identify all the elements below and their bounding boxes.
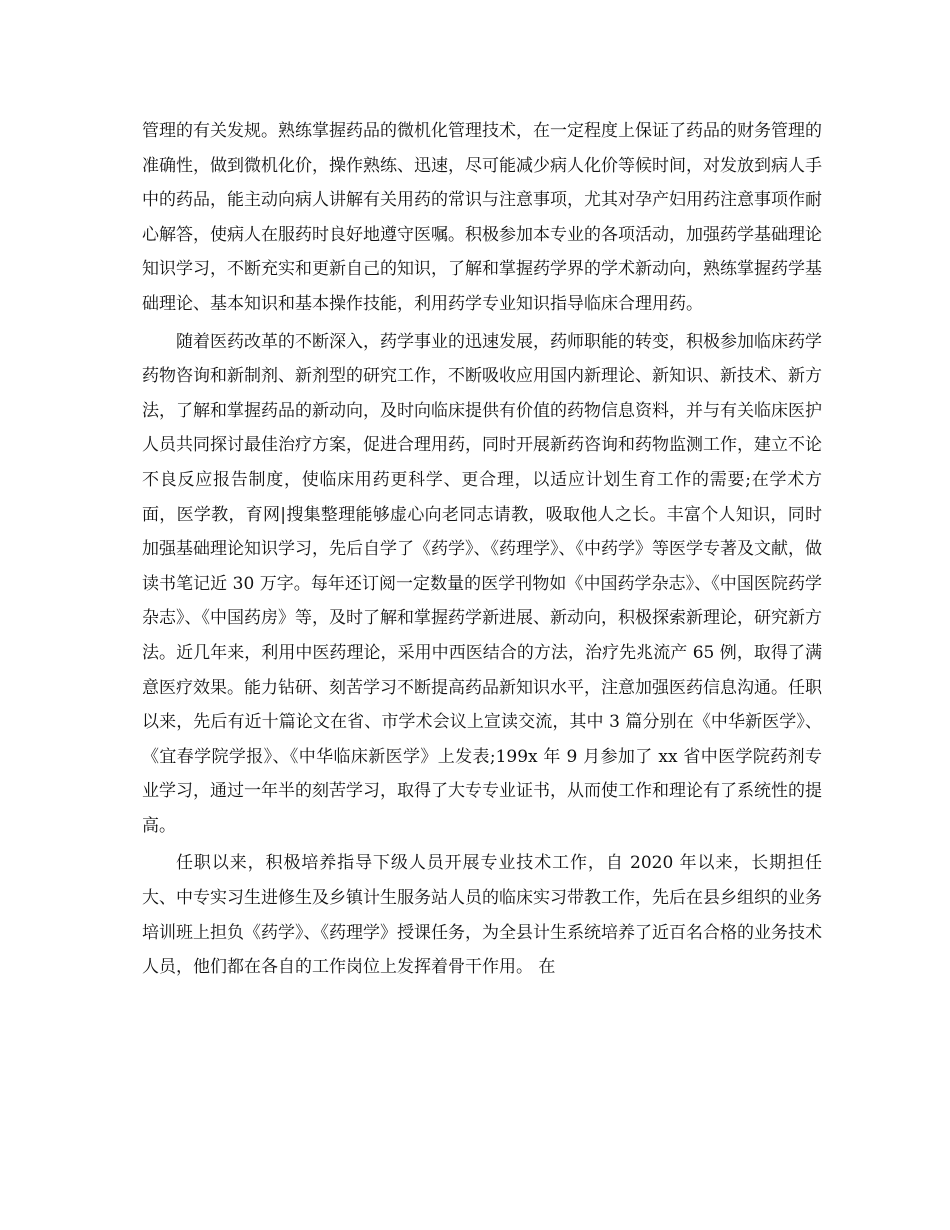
paragraph-2: 随着医药改革的不断深入，药学事业的迅速发展，药师职能的转变，积极参加临床药学药物咨询和新制剂、新剂型的研究工作，不断吸收应用国内新理论、新知识、新技术、新方法，了解和掌握药品的新动向，及时向临床提供有价值的药物信息资料，并与有关临床医护人员共同探讨最佳治疗方案，促进合理用药，同时开展新药咨询和药物监测工作，建立不论不良反应报告制度，使临床用药更科学、更合理，以适应计划生育工作的需要;在学术方面，医学教，育网|搜集整理能够虚心向老同志请教，吸取他人之长。丰富个人知识，同时加强基础理论知识学习，先后自学了《药学》、《药理学》、《中药学》等医学专著及文献，做读书笔记近 30 万字。每年还订阅一定数量的医学刊物如《中国药学杂志》、《中国医院药学杂志》、《中国药房》等，及时了解和掌握药学新进展、新动向，积极探索新理论，研究新方法。近几年来，利用中医药理论，采用中西医结合的方法，治疗先兆流产 65 例，取得了满意医疗效果。能力钻研、刻苦学习不断提高药品新知识水平，注意加强医药信息沟通。任职以来，先后有近十篇论文在省、市学术会议上宣读交流，其中 3 篇分别在《中华新医学》、《宜春学院学报》、《中华临床新医学》上发表;199x 年 9 月参加了 xx 省中医学院药剂专业学习，通过一年半的刻苦学习，取得了大专专业证书，从而使工作和理论有了系统性的提高。 [142,331,822,836]
paragraph-3: 任职以来，积极培养指导下级人员开展专业技术工作，自 2020 年以来，长期担任大、中专实习生进修生及乡镇计生服务站人员的临床实习带教工作，先后在县乡组织的业务培训班上担负《药学》、《药理学》授课任务，为全县计生系统培养了近百名合格的业务技术人员，他们都在各自的工作岗位上发挥着骨干作用。 在 [142,853,822,978]
paragraph-1: 管理的有关发规。熟练掌握药品的微机化管理技术，在一定程度上保证了药品的财务管理的准确性，做到微机化价，操作熟练、迅速，尽可能减少病人化价等候时间，对发放到病人手中的药品，能主动向病人讲解有关用药的常识与注意事项，尤其对孕产妇用药注意事项作耐心解答，使病人在服药时良好地遵守医嘱。积极参加本专业的各项活动，加强药学基础理论知识学习，不断充实和更新自己的知识，了解和掌握药学界的学术新动向，熟练掌握药学基础理论、基本知识和基本操作技能，利用药学专业知识指导临床合理用药。 [142,121,822,314]
document-body [142,114,822,988]
